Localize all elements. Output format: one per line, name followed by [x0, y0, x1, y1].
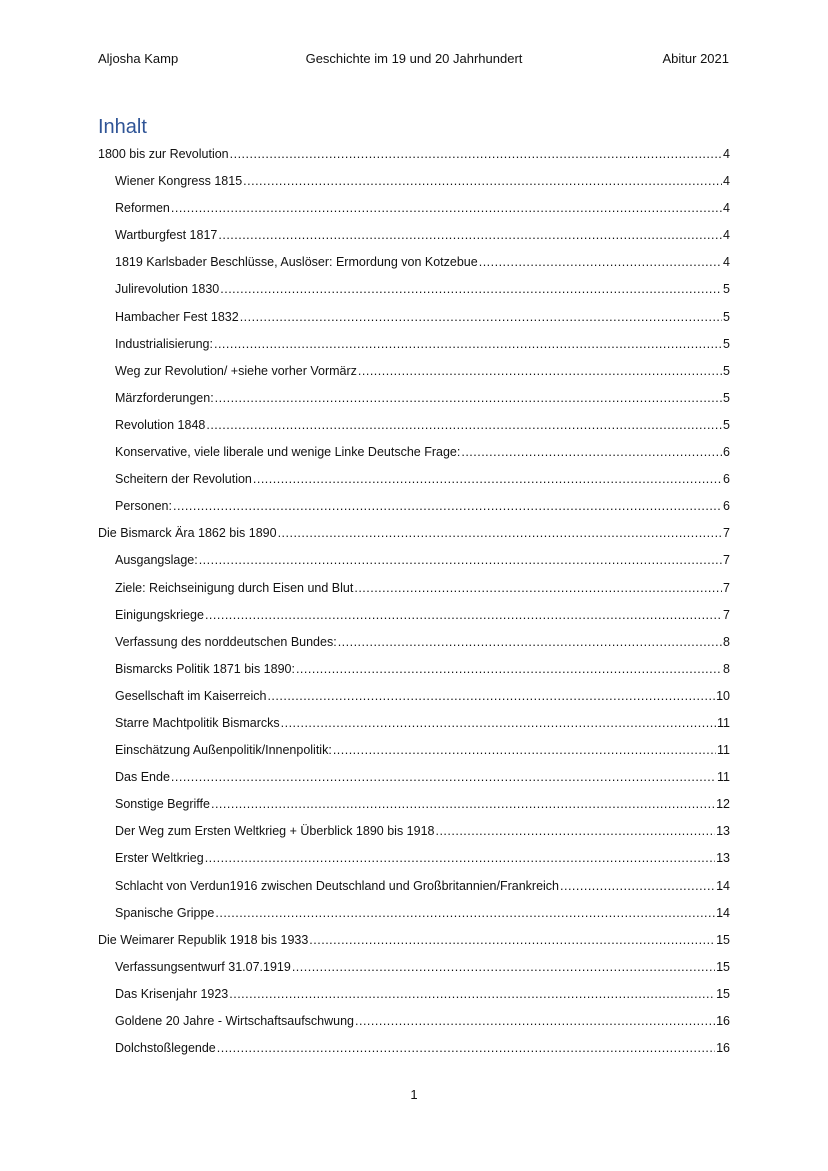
toc-entry-page: 6 [723, 445, 730, 460]
dot-leader [338, 633, 722, 651]
toc-entry-title: 1800 bis zur Revolution [98, 147, 229, 161]
toc-entry-page: 11 [717, 715, 730, 730]
toc-entry[interactable] [98, 416, 730, 443]
toc-entry[interactable] [98, 606, 730, 633]
dot-leader [560, 877, 715, 895]
toc-entry[interactable] [98, 1039, 730, 1066]
toc-entry-page: 6 [723, 472, 730, 487]
toc-entry-title: Wartburgfest 1817 [115, 228, 218, 243]
dot-leader [240, 308, 722, 326]
dot-leader [281, 714, 716, 732]
toc-heading: Inhalt [98, 116, 147, 138]
toc-entry-page: 5 [723, 363, 730, 378]
toc-entry-page: 14 [716, 878, 730, 893]
dot-leader [435, 822, 715, 840]
dot-leader [354, 579, 722, 597]
toc-entry[interactable] [98, 660, 730, 687]
toc-entry-title: Industrialisierung: [115, 336, 213, 351]
dot-leader [173, 497, 722, 515]
toc-entry[interactable] [98, 253, 730, 280]
toc-entry-page: 7 [723, 526, 730, 541]
dot-leader [333, 741, 716, 759]
toc-entry-title: Märzforderungen: [115, 390, 214, 405]
toc-entry-title: Goldene 20 Jahre - Wirtschaftsaufschwung [115, 1014, 355, 1028]
toc-entry-page: 5 [723, 336, 730, 351]
toc-entry-title: Personen: [115, 499, 172, 514]
toc-entry-title: Verfassung des norddeutschen Bundes: [115, 634, 337, 649]
toc-entry-page: 10 [716, 688, 730, 703]
toc-entry[interactable] [98, 308, 730, 335]
toc-entry[interactable] [98, 768, 730, 795]
dot-leader [171, 199, 722, 217]
toc-entry-page: 8 [723, 634, 730, 649]
toc-entry[interactable] [98, 497, 730, 524]
toc-entry[interactable] [98, 741, 730, 768]
toc-entry-page: 13 [716, 851, 730, 866]
toc-entry-page: 16 [716, 1041, 730, 1056]
dot-leader [220, 280, 722, 298]
toc-entry-page: 5 [723, 417, 730, 432]
toc-entry[interactable] [98, 524, 730, 551]
toc-entry[interactable] [98, 443, 730, 470]
toc-entry-page: 5 [723, 282, 730, 297]
toc-entry-page: 7 [723, 607, 730, 622]
dot-leader [205, 606, 722, 624]
toc-entry-page: 16 [716, 1014, 730, 1028]
toc-entry-page: 4 [723, 201, 730, 216]
toc-entry[interactable] [98, 362, 730, 389]
toc-entry[interactable] [98, 226, 730, 253]
dot-leader [211, 795, 715, 813]
toc-entry-title: Sonstige Begriffe [115, 797, 210, 812]
toc-entry-page: 13 [716, 824, 730, 839]
toc-entry-title: Ziele: Reichseinigung durch Eisen und Blut [115, 580, 354, 595]
toc-entry[interactable] [98, 904, 730, 931]
toc-entry[interactable] [98, 795, 730, 822]
toc-entry[interactable] [98, 931, 730, 958]
toc-entry-title: Bismarcks Politik 1871 bis 1890: [115, 661, 295, 676]
toc-entry-title: Revolution 1848 [115, 417, 206, 432]
toc-entry-title: Weg zur Revolution/ +siehe vorher Vormärz [115, 363, 357, 378]
toc-entry-page: 15 [716, 986, 730, 1001]
toc-entry[interactable] [98, 1012, 730, 1039]
dot-leader [205, 849, 715, 867]
toc-entry-title: Starre Machtpolitik Bismarcks [115, 715, 280, 730]
toc-entry-page: 8 [723, 661, 730, 676]
toc-entry-page: 5 [723, 390, 730, 405]
toc-entry[interactable] [98, 389, 730, 416]
dot-leader [461, 443, 722, 461]
toc-entry-page: 7 [723, 553, 730, 568]
dot-leader [358, 362, 722, 380]
toc-entry-title: Einschätzung Außenpolitik/Innenpolitik: [115, 743, 332, 758]
toc-entry-title: Spanische Grippe [115, 905, 215, 920]
toc-entry-page: 12 [716, 797, 730, 812]
dot-leader [296, 660, 722, 678]
dot-leader [215, 904, 715, 922]
toc-entry-page: 14 [716, 905, 730, 920]
toc-entry[interactable] [98, 633, 730, 660]
dot-leader [217, 1039, 715, 1057]
table-of-contents [98, 145, 730, 1066]
toc-entry-page: 7 [723, 580, 730, 595]
toc-entry-page: 11 [717, 743, 730, 758]
header-author: Aljosha Kamp [98, 51, 179, 66]
toc-entry[interactable] [98, 985, 730, 1012]
toc-entry-title: 1819 Karlsbader Beschlüsse, Auslöser: Ermordung von Kotzebue [115, 255, 478, 270]
toc-entry[interactable] [98, 280, 730, 307]
dot-leader [229, 985, 715, 1003]
toc-entry-page: 4 [723, 228, 730, 243]
toc-entry-page: 15 [716, 959, 730, 974]
dot-leader [215, 389, 722, 407]
toc-entry-title: Erster Weltkrieg [115, 851, 204, 866]
toc-entry-page: 4 [723, 147, 730, 161]
toc-entry[interactable] [98, 145, 730, 172]
toc-entry-title: Die Weimarer Republik 1918 bis 1933 [98, 932, 309, 947]
toc-entry[interactable] [98, 172, 730, 199]
page-number: 1 [410, 1087, 418, 1102]
header-title: Geschichte im 19 und 20 Jahrhundert [305, 51, 523, 66]
dot-leader [218, 226, 722, 244]
toc-entry-page: 11 [717, 770, 730, 785]
toc-entry-title: Verfassungsentwurf 31.07.1919 [115, 959, 291, 974]
dot-leader [206, 416, 722, 434]
toc-entry-title: Die Bismarck Ära 1862 bis 1890 [98, 526, 277, 541]
toc-entry-title: Dolchstoßlegende [115, 1041, 216, 1056]
toc-entry-title: Einigungskriege [115, 607, 204, 622]
dot-leader [214, 335, 722, 353]
toc-entry-title: Das Ende [115, 770, 170, 785]
dot-leader [278, 524, 722, 542]
toc-entry[interactable] [98, 958, 730, 985]
toc-entry[interactable] [98, 551, 730, 578]
toc-entry-title: Reformen [115, 201, 170, 216]
dot-leader [230, 145, 722, 163]
toc-entry-page: 15 [716, 932, 730, 947]
toc-entry[interactable] [98, 714, 730, 741]
dot-leader [243, 172, 722, 190]
toc-entry-page: 4 [723, 174, 730, 189]
toc-entry-title: Julirevolution 1830 [115, 282, 220, 297]
toc-entry[interactable] [98, 822, 730, 849]
dot-leader [253, 470, 722, 488]
dot-leader [171, 768, 716, 786]
dot-leader [309, 931, 715, 949]
toc-entry[interactable] [98, 199, 730, 226]
header-exam: Abitur 2021 [662, 51, 729, 66]
toc-entry[interactable] [98, 849, 730, 876]
toc-entry-title: Hambacher Fest 1832 [115, 309, 239, 324]
toc-entry-title: Wiener Kongress 1815 [115, 174, 243, 189]
dot-leader [355, 1012, 715, 1030]
toc-entry[interactable] [98, 877, 730, 904]
toc-entry-title: Konservative, viele liberale und wenige Linke Deutsche Frage: [115, 445, 461, 460]
toc-entry-title: Gesellschaft im Kaiserreich [115, 688, 267, 703]
toc-entry-title: Ausgangslage: [115, 553, 198, 568]
toc-entry[interactable] [98, 470, 730, 497]
toc-entry-page: 6 [723, 499, 730, 514]
dot-leader [479, 253, 722, 271]
toc-entry-page: 4 [723, 255, 730, 270]
dot-leader [199, 551, 722, 569]
toc-entry[interactable] [98, 579, 730, 606]
toc-entry[interactable] [98, 335, 730, 362]
toc-entry-title: Scheitern der Revolution [115, 472, 252, 487]
toc-entry[interactable] [98, 687, 730, 714]
toc-entry-title: Das Krisenjahr 1923 [115, 986, 229, 1001]
toc-entry-title: Der Weg zum Ersten Weltkrieg + Überblick 1890 bis 1918 [115, 824, 435, 839]
toc-entry-page: 5 [723, 309, 730, 324]
dot-leader [292, 958, 715, 976]
dot-leader [267, 687, 715, 705]
toc-entry-title: Schlacht von Verdun1916 zwischen Deutschland und Großbritannien/Frankreich [115, 878, 560, 893]
